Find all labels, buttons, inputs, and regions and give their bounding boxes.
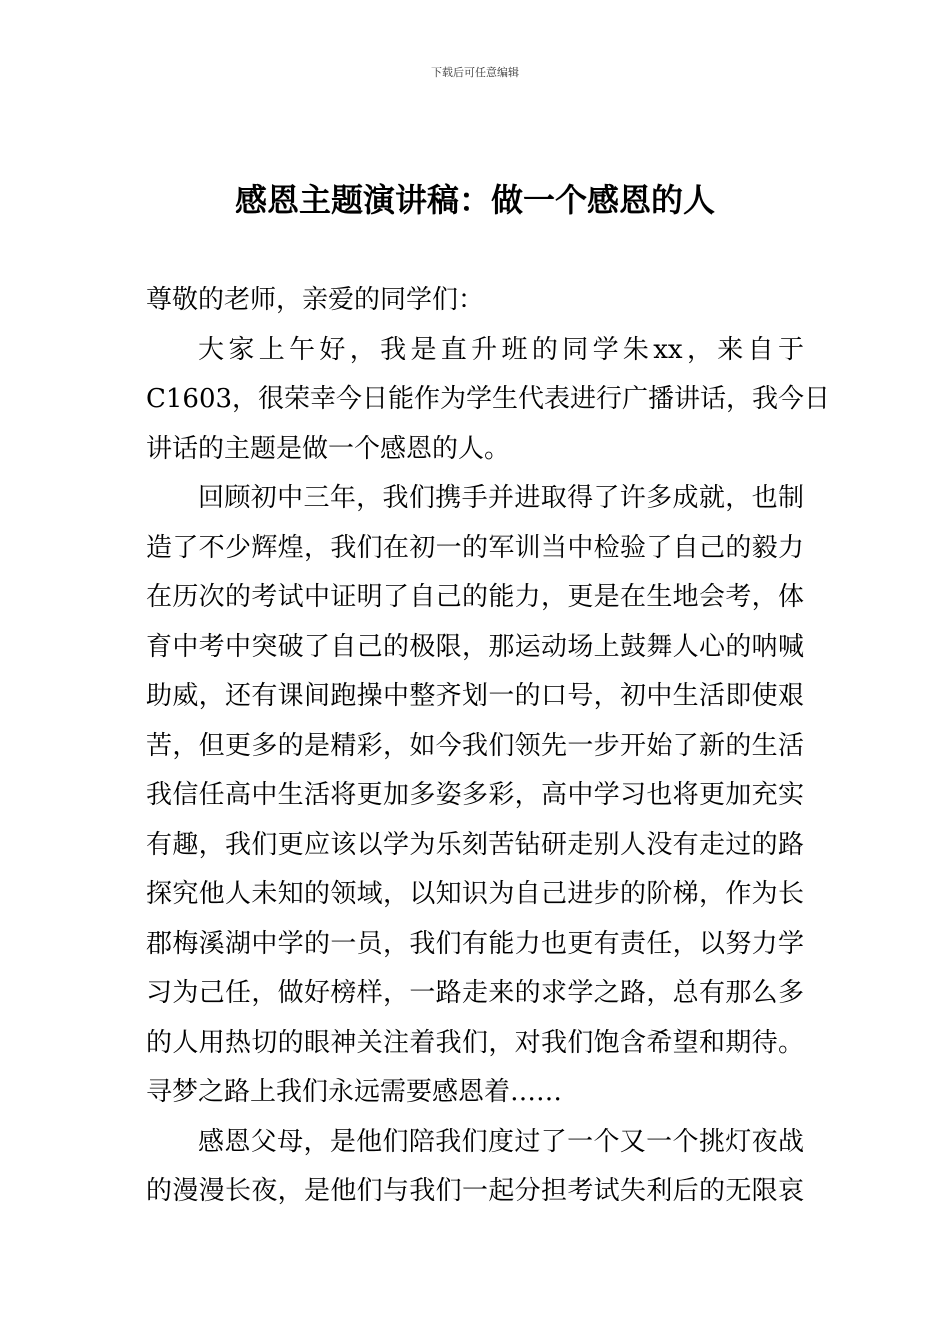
paragraph-line: 大家上午好，我是直升班的同学朱xx，来自于 — [198, 334, 804, 365]
paragraph-line: 感恩父母，是他们陪我们度过了一个又一个挑灯夜战 — [198, 1126, 804, 1157]
paragraph-line: 的漫漫长夜，是他们与我们一起分担考试失利后的无限哀 — [146, 1176, 804, 1206]
paragraph-line: 郡梅溪湖中学的一员，我们有能力也更有责任，以努力学 — [146, 928, 804, 959]
paragraph-line: 习为己任，做好榜样，一路走来的求学之路，总有那么多 — [146, 978, 804, 1008]
salutation: 尊敬的老师，亲爱的同学们： — [146, 285, 485, 315]
paragraph-line: 育中考中突破了自己的极限，那运动场上鼓舞人心的呐喊 — [146, 631, 804, 662]
paragraph-line: 回顾初中三年，我们携手并进取得了许多成就，也制 — [198, 483, 804, 513]
paragraph-line: 的人用热切的眼神关注着我们，对我们饱含希望和期待。 — [146, 1027, 804, 1058]
paragraph-line: 探究他人未知的领域，以知识为自己进步的阶梯，作为长 — [146, 879, 804, 909]
paragraph-line: C1603，很荣幸今日能作为学生代表进行广播讲话，我今日 — [146, 384, 831, 414]
paragraph-line: 寻梦之路上我们永远需要感恩着…… — [146, 1077, 563, 1107]
document-title: 感恩主题演讲稿：做一个感恩的人 — [234, 181, 715, 219]
paragraph-line: 助威，还有课间跑操中整齐划一的口号，初中生活即使艰 — [146, 681, 804, 711]
paragraph-line: 在历次的考试中证明了自己的能力，更是在生地会考，体 — [146, 582, 804, 612]
paragraph-line: 造了不少辉煌，我们在初一的军训当中检验了自己的毅力 — [146, 532, 804, 563]
paragraph-line: 讲话的主题是做一个感恩的人。 — [146, 433, 511, 464]
header-note: 下载后可任意编辑 — [431, 66, 519, 79]
paragraph-line: 有趣，我们更应该以学为乐刻苦钻研走别人没有走过的路 — [146, 829, 804, 860]
document-body — [146, 276, 831, 1217]
paragraph-line: 我信任高中生活将更加多姿多彩，高中学习也将更加充实 — [146, 780, 804, 810]
paragraph-line: 苦，但更多的是精彩，如今我们领先一步开始了新的生活 — [146, 730, 804, 761]
